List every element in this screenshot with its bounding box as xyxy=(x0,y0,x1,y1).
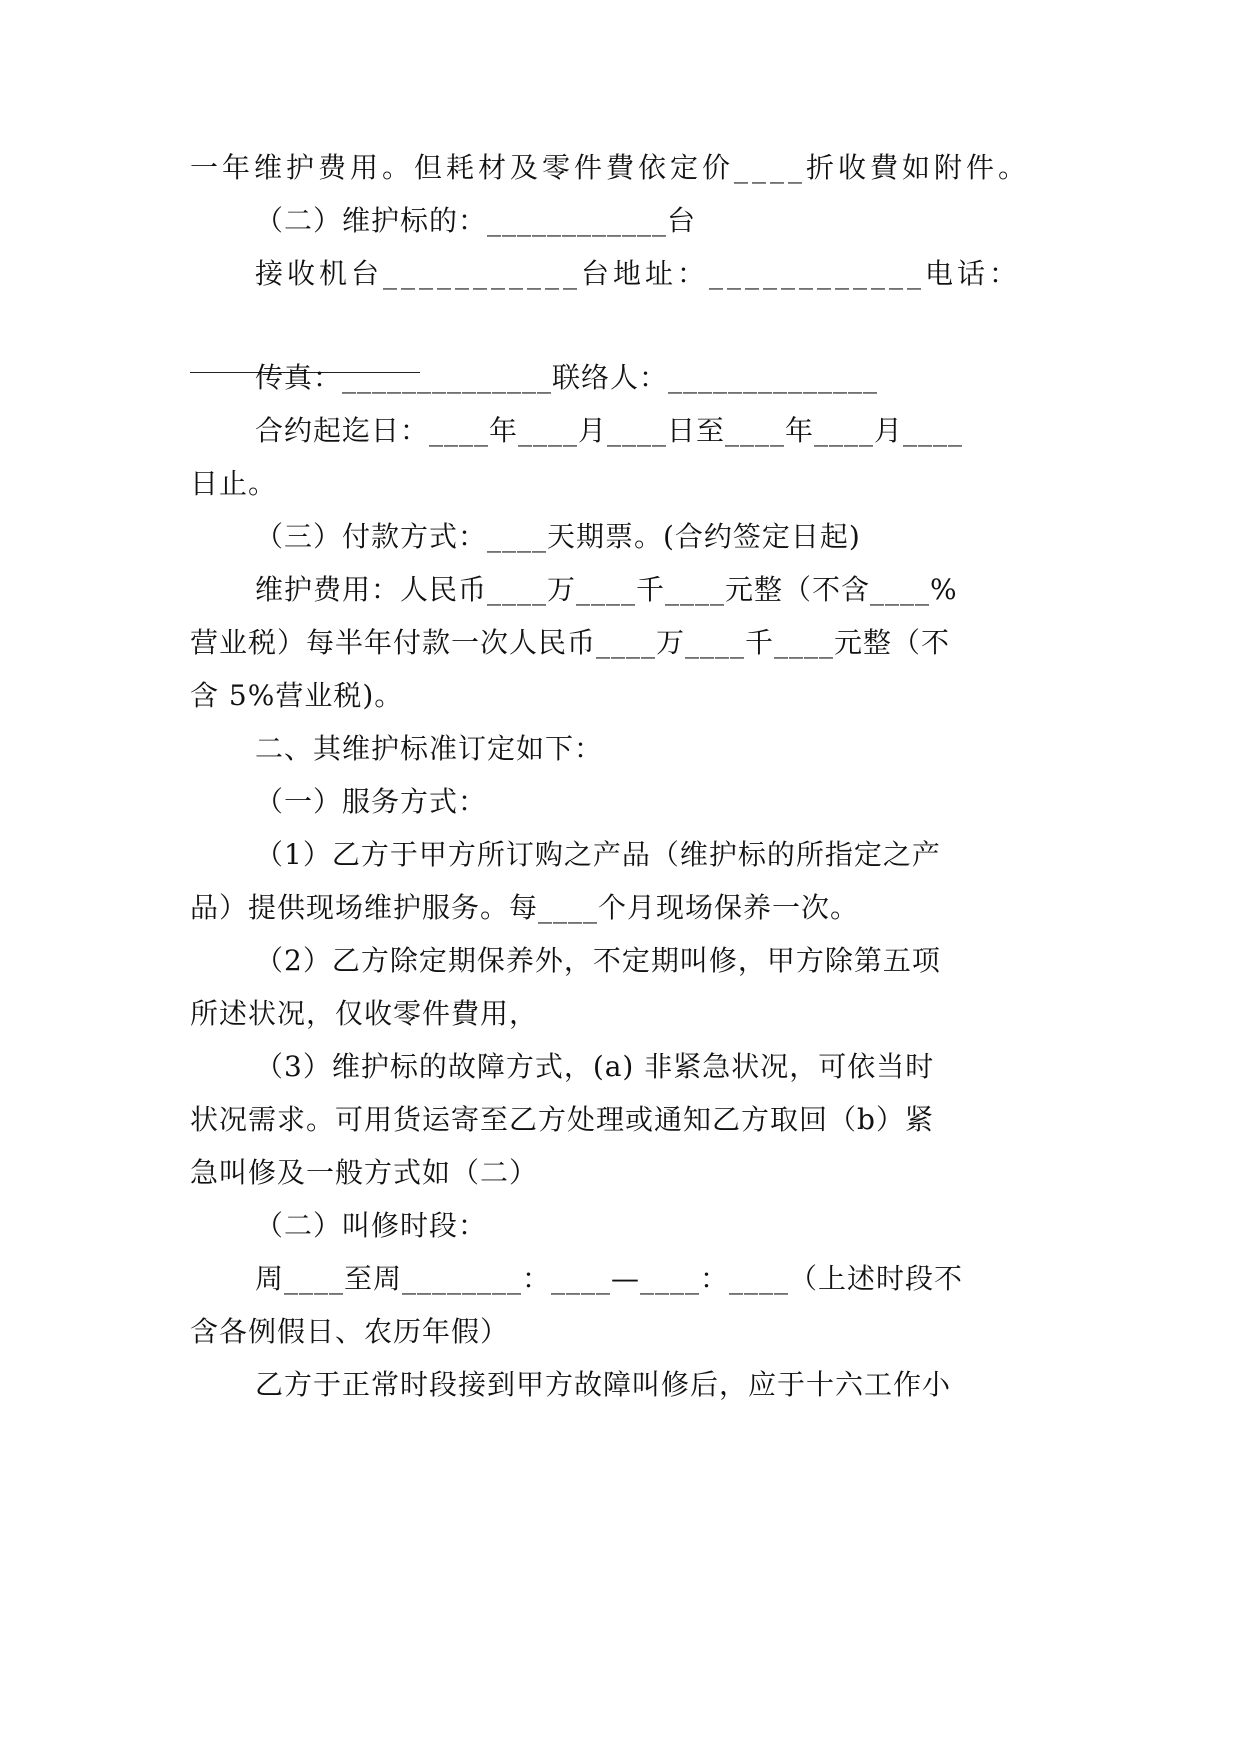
text-line-16: 所述状况，仅收零件費用， xyxy=(190,997,539,1030)
text-line-20: （二）叫修时段： xyxy=(255,1209,488,1242)
text-line-18: 状况需求。可用货运寄至乙方处理或通知乙方取回（b）紧 xyxy=(190,1103,934,1136)
text-line-21: 周____至周________：____—____：____（上述时段不 xyxy=(255,1262,964,1295)
text-line-6: 日止。 xyxy=(190,467,278,500)
text-line-19: 急叫修及一般方式如（二） xyxy=(190,1156,539,1189)
text-line-17: （3）维护标的故障方式，(a) 非紧急状况，可依当时 xyxy=(255,1050,935,1083)
text-line-1: 一年维护费用。但耗材及零件費依定价____折收費如附件。 xyxy=(190,151,1031,184)
text-line-7: （三）付款方式：____天期票。(合约签定日起) xyxy=(255,520,861,553)
text-line-22: 含各例假日、农历年假） xyxy=(190,1315,510,1348)
text-line-2: （二）维护标的：____________台 xyxy=(255,204,697,237)
text-line-12: （一）服务方式： xyxy=(255,785,488,818)
text-line-4: 传真：______________联络人：______________ xyxy=(255,361,879,394)
text-line-15: （2）乙方除定期保养外，不定期叫修，甲方除第五项 xyxy=(255,944,941,977)
text-line-3: 接收机台___________台地址：____________电话： xyxy=(255,257,1022,290)
text-line-23: 乙方于正常时段接到甲方故障叫修后，应于十六工作小 xyxy=(255,1368,952,1401)
text-line-5: 合约起迄日：____年____月____日至____年____月____ xyxy=(255,414,964,447)
text-line-10: 含 5%营业税)。 xyxy=(190,679,404,712)
text-line-9: 营业税）每半年付款一次人民币____万____千____元整（不 xyxy=(190,626,951,659)
text-line-13: （1）乙方于甲方所订购之产品（维护标的所指定之产 xyxy=(255,838,941,871)
text-line-14: 品）提供现场维护服务。每____个月现场保养一次。 xyxy=(190,891,860,924)
text-line-8: 维护费用：人民币____万____千____元整（不含____% xyxy=(255,573,958,606)
text-line-11: 二、其维护标准订定如下： xyxy=(255,732,604,765)
